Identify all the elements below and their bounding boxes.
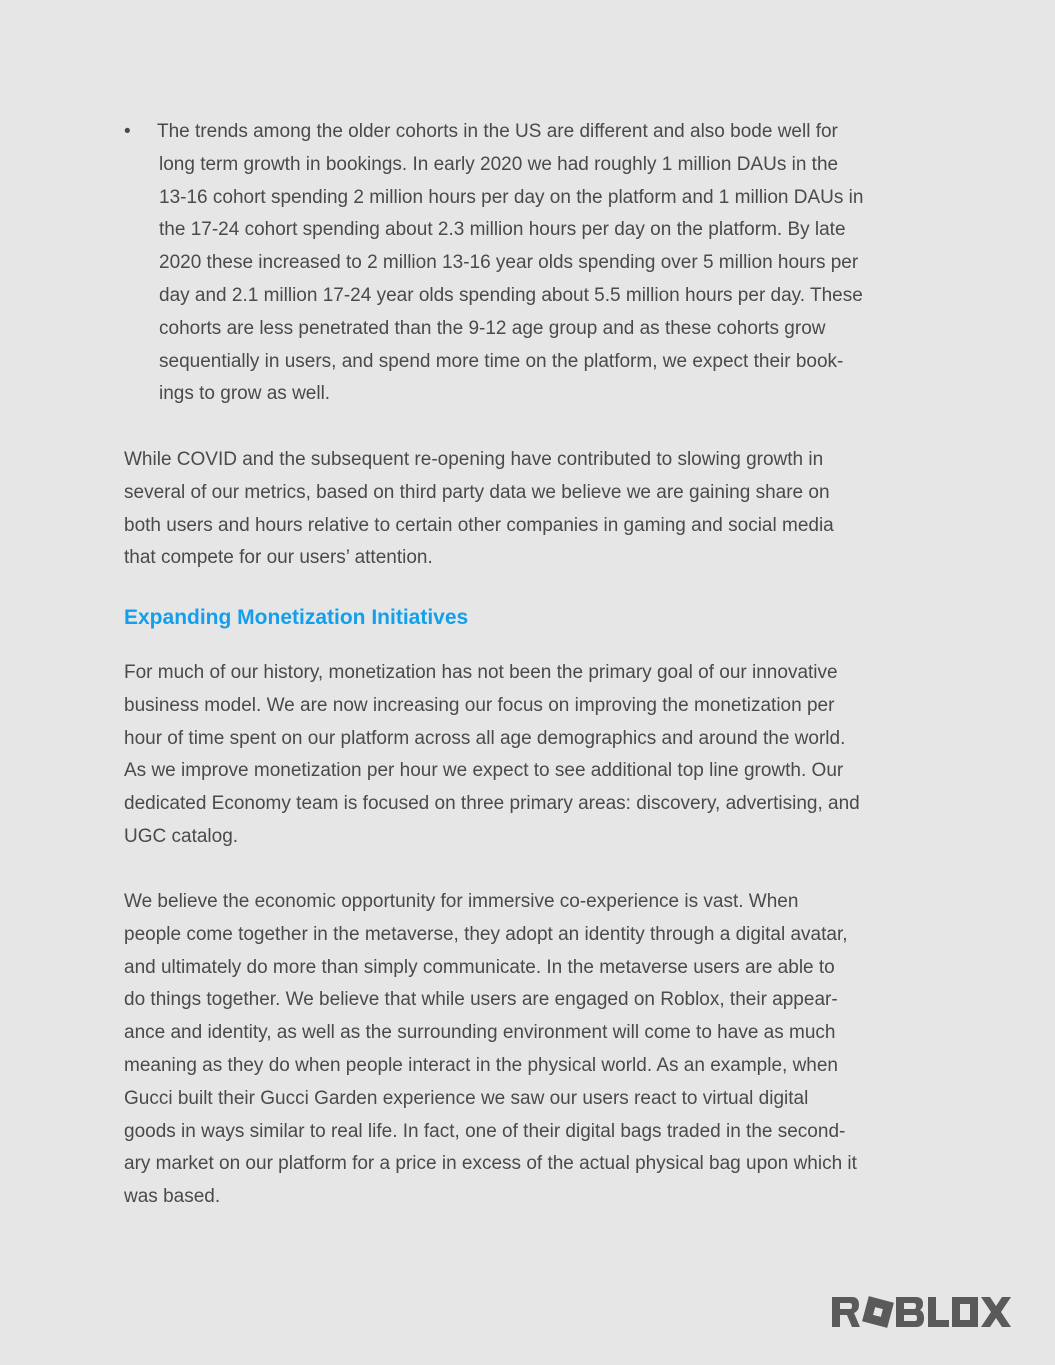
bullet-marker: • (124, 121, 131, 142)
paragraph-line: For much of our history, monetization has not been the primary goal of our innovative (124, 662, 838, 683)
paragraph-line: While COVID and the subsequent re-opening have contributed to slowing growth in (124, 449, 824, 470)
paragraph-line: UGC catalog. (124, 826, 239, 847)
bullet-line: ings to grow as well. (159, 383, 331, 405)
paragraph-line: goods in ways similar to real life. In fact, one of their digital bags traded in the second- (124, 1120, 846, 1142)
bullet-line: cohorts are less penetrated than the 9-12 age group and as these cohorts grow (159, 317, 826, 339)
roblox-logo (832, 1295, 1012, 1329)
bullet-line: sequentially in users, and spend more time on the platform, we expect their book- (159, 350, 844, 372)
paragraph-line: hour of time spent on our platform across all age demographics and around the world. (124, 727, 846, 749)
bullet-line: The trends among the older cohorts in the US are different and also bode well for (157, 121, 838, 142)
paragraph-line: people come together in the metaverse, they adopt an identity through a digital avatar, (124, 923, 848, 945)
paragraph-line: dedicated Economy team is focused on three primary areas: discovery, advertising, and (124, 793, 860, 815)
bullet-line: long term growth in bookings. In early 2020 we had roughly 1 million DAUs in the (159, 153, 839, 175)
bullet-line: day and 2.1 million 17-24 year olds spending about 5.5 million hours per day. These (159, 285, 863, 306)
paragraph-line: As we improve monetization per hour we expect to see additional top line growth. Our (124, 760, 844, 782)
paragraph-line: several of our metrics, based on third party data we believe we are gaining share on (124, 481, 830, 503)
bullet-line: 2020 these increased to 2 million 13-16 year olds spending over 5 million hours per (159, 252, 859, 274)
section-heading: Expanding Monetization Initiatives (124, 606, 469, 629)
paragraph-line: and ultimately do more than simply communicate. In the metaverse users are able to (124, 956, 835, 978)
paragraph-line: ance and identity, as well as the surrounding environment will come to have as much (124, 1022, 836, 1044)
paragraph-line: was based. (124, 1186, 221, 1208)
bullet-line: the 17-24 cohort spending about 2.3 million hours per day on the platform. By late (159, 219, 846, 241)
paragraph-line: meaning as they do when people interact in the physical world. As an example, when (124, 1055, 838, 1076)
paragraph-line: We believe the economic opportunity for immersive co-experience is vast. When (124, 891, 799, 912)
paragraph-line: that compete for our users’ attention. (124, 547, 433, 569)
paragraph-line: business model. We are now increasing our focus on improving the monetization per (124, 694, 835, 716)
bullet-line: 13-16 cohort spending 2 million hours per day on the platform and 1 million DAUs in (159, 186, 864, 208)
paragraph-line: ary market on our platform for a price in excess of the actual physical bag upon which it (124, 1153, 857, 1175)
paragraph-line: both users and hours relative to certain other companies in gaming and social media (124, 514, 834, 536)
paragraph-line: do things together. We believe that while users are engaged on Roblox, their appear- (124, 989, 838, 1011)
paragraph-line: Gucci built their Gucci Garden experience we saw our users react to virtual digital (124, 1087, 809, 1109)
